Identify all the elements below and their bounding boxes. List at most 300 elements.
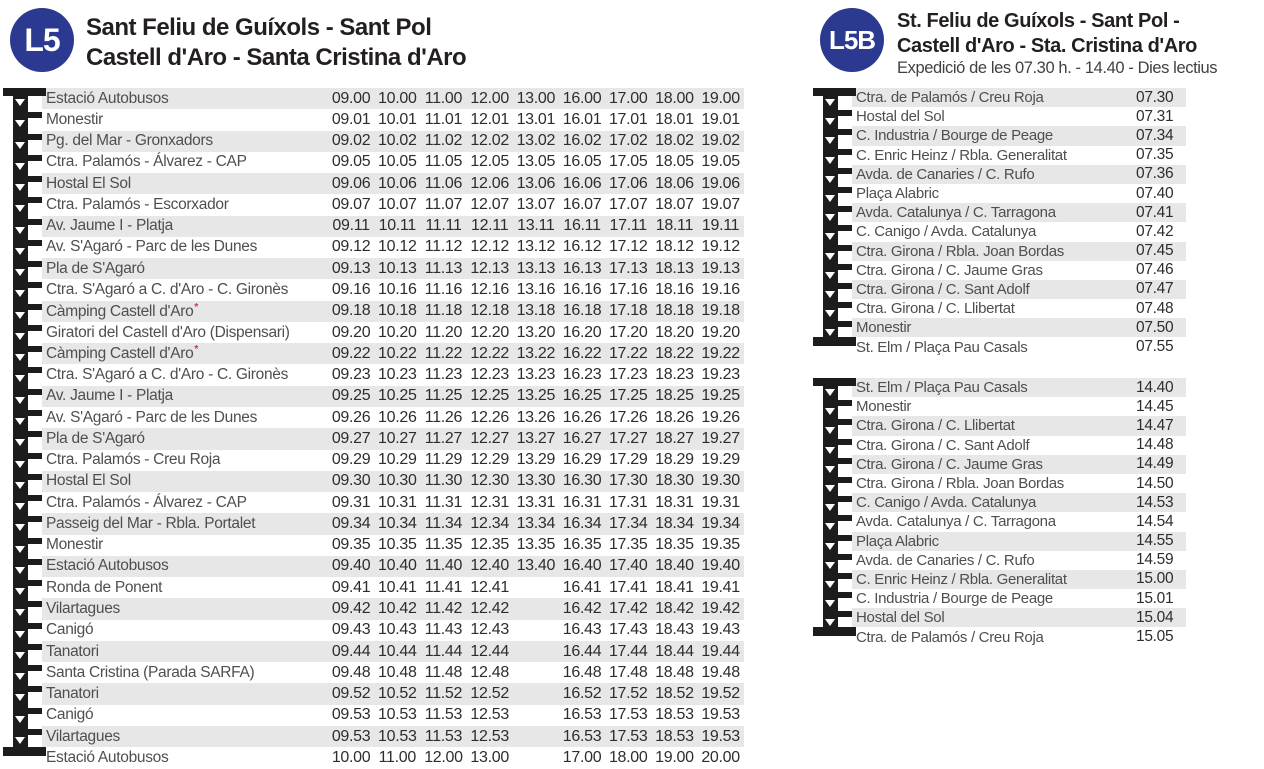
l5b-route-title-line1: St. Feliu de Guíxols - Sant Pol -: [897, 10, 1180, 32]
time-cell: 19.13: [701, 259, 740, 277]
time-cell: 18.22: [655, 344, 694, 362]
time-cell: 16.25: [562, 387, 602, 405]
route-stop-tick: [13, 601, 42, 607]
route-line-marker: [818, 378, 852, 397]
time-cell: 12.41: [470, 578, 509, 596]
timetable-row-body: [42, 109, 744, 130]
time-cell: 13.05: [516, 153, 556, 171]
timetable-row: [8, 513, 744, 534]
l5b-trip2-timetable: [818, 378, 1186, 647]
timetable-row: [8, 683, 744, 704]
time-cell: 09.20: [331, 323, 371, 341]
stop-name: St. Elm / Plaça Pau Casals: [856, 379, 1028, 397]
route-stop-tick: [13, 453, 42, 459]
time-cell: 16.01: [562, 110, 602, 128]
time-cell: 17.05: [608, 153, 648, 171]
timetable-row-body: [852, 280, 1186, 299]
timetable-row-body: [852, 299, 1186, 318]
route-line-marker: [8, 258, 42, 279]
route-stop-tick: [13, 538, 42, 544]
route-line-marker: [8, 513, 42, 534]
time-cell: 20.00: [701, 748, 740, 766]
stop-name: Hostal del Sol: [856, 108, 945, 126]
timetable-row-body: [42, 131, 744, 152]
time-cell: 12.42: [470, 600, 509, 617]
time-cell: 16.20: [562, 323, 602, 341]
timetable-row-body: [852, 261, 1186, 280]
time-cell: 17.25: [608, 387, 648, 405]
time-cell: 13.27: [516, 429, 556, 447]
time-cell: 16.11: [563, 217, 601, 235]
route-stop-tick: [823, 110, 852, 116]
route-stop-tick: [13, 495, 42, 501]
time-cell: 13.26: [516, 408, 556, 426]
time-cell: 11.20: [424, 323, 463, 341]
time-cell: 10.07: [378, 195, 417, 213]
route-line-marker: [8, 577, 42, 598]
time-cell: 17.44: [608, 642, 648, 660]
timetable-row: [8, 109, 744, 130]
time-cell: 18.53: [655, 727, 694, 745]
timetable-row-body: [42, 279, 744, 300]
stop-name: Hostal del Sol: [856, 609, 945, 627]
time-cell: 16.35: [562, 536, 602, 554]
footnote-asterisk: *: [194, 301, 199, 313]
route-line-marker: [818, 397, 852, 416]
timetable-row: [818, 107, 1186, 126]
timetable-row: [818, 280, 1186, 299]
route-direction-arrow-icon: [15, 184, 25, 191]
time-cell: 17.26: [608, 408, 648, 426]
timetable-row-body: [42, 726, 744, 747]
time-cell: 17.18: [608, 302, 648, 320]
timetable-row-body: [42, 343, 744, 364]
timetable-row-body: [852, 88, 1186, 107]
time-cell: 15.01: [1136, 589, 1174, 607]
route-stop-tick: [823, 129, 852, 135]
stop-name: Càmping Castell d'Aro*: [46, 301, 199, 320]
time-cell: 12.06: [470, 174, 509, 192]
stop-name: Avda. Catalunya / C. Tarragona: [856, 513, 1056, 531]
time-cell: 10.02: [378, 132, 417, 150]
time-cell: 18.02: [655, 132, 694, 150]
route-line-marker: [818, 512, 852, 531]
timetable-row-body: [42, 301, 744, 322]
route-direction-arrow-icon: [825, 408, 835, 415]
time-cell: 18.41: [655, 578, 694, 596]
route-stop-tick: [13, 219, 42, 225]
route-stop-tick: [13, 708, 42, 714]
route-stop-tick: [823, 439, 852, 445]
time-cell: 16.27: [562, 429, 602, 447]
route-line-marker: [818, 436, 852, 455]
time-cell: 10.34: [378, 514, 417, 532]
time-cell: 16.07: [562, 195, 602, 213]
time-cell: 13.01: [516, 110, 556, 128]
time-cell: 10.29: [378, 451, 417, 469]
route-line-marker: [818, 222, 852, 241]
stop-name: Avda. de Canaries / C. Rufo: [856, 551, 1035, 569]
route-stop-tick: [13, 474, 42, 480]
route-direction-arrow-icon: [825, 447, 835, 454]
time-cell: 18.31: [655, 493, 694, 511]
time-cell: 17.52: [608, 685, 648, 703]
time-cell: 09.07: [331, 195, 371, 213]
time-cell: 19.35: [701, 536, 740, 554]
route-stop-tick: [13, 580, 42, 586]
time-cell: 18.00: [655, 89, 694, 107]
time-cell: 13.25: [516, 387, 556, 405]
time-cell: 12.26: [470, 408, 509, 426]
time-cell: 10.00: [378, 89, 417, 107]
time-cell: 18.23: [655, 366, 694, 384]
time-cell: 09.40: [331, 557, 371, 575]
time-cell: 07.41: [1136, 203, 1174, 221]
time-cell: 19.11: [701, 217, 740, 235]
time-cell: 09.22: [331, 344, 371, 362]
route-direction-arrow-icon: [15, 248, 25, 255]
l5b-trip1-timetable: [818, 88, 1186, 357]
time-cell: 10.22: [378, 344, 417, 362]
route-stop-tick: [823, 149, 852, 155]
time-cell: 11.52: [424, 685, 463, 703]
timetable-row: [818, 88, 1186, 107]
stop-name: Estació Autobusos: [46, 89, 169, 107]
time-cell: 09.13: [331, 259, 371, 277]
time-cell: 09.18: [331, 302, 371, 320]
timetable-row-body: [42, 428, 744, 449]
route-stop-tick: [13, 240, 42, 246]
time-cell: 09.25: [331, 387, 371, 405]
stop-name: C. Enric Heinz / Rbla. Generalitat: [856, 146, 1067, 164]
time-cell: 12.12: [470, 238, 509, 256]
route-line-marker: [818, 589, 852, 608]
time-cell: 07.34: [1136, 126, 1174, 144]
l5b-line-badge: [820, 8, 884, 72]
route-stop-tick: [13, 304, 42, 310]
route-stop-tick: [13, 197, 42, 203]
time-cell: 11.22: [424, 344, 463, 362]
time-cell: 18.00: [608, 748, 648, 766]
route-line-marker: [8, 662, 42, 683]
timetable-row: [818, 397, 1186, 416]
route-line-marker: [8, 322, 42, 343]
timetable-row: [8, 88, 744, 109]
time-cell: 12.30: [470, 472, 509, 490]
timetable-row-body: [852, 337, 1186, 356]
time-cell: 16.22: [562, 344, 602, 362]
time-cell: 19.02: [701, 132, 740, 150]
time-cell: 18.25: [655, 387, 694, 405]
time-cell: 12.29: [470, 451, 509, 469]
route-line-marker: [818, 203, 852, 222]
time-cell: 14.48: [1136, 436, 1174, 454]
time-cell: 12.27: [470, 429, 509, 447]
time-cell: 17.12: [608, 238, 648, 256]
time-cell: 09.29: [331, 451, 371, 469]
timetable-row-body: [852, 627, 1186, 646]
time-cell: 10.43: [378, 621, 417, 639]
route-direction-arrow-icon: [15, 227, 25, 234]
time-cell: 12.05: [470, 153, 509, 171]
time-cell: 19.34: [701, 514, 740, 532]
time-cell: 09.12: [331, 238, 371, 256]
timetable-row-body: [852, 608, 1186, 627]
time-cell: 09.48: [331, 663, 371, 681]
time-cell: 17.53: [608, 706, 648, 724]
time-cell: 16.42: [562, 600, 602, 617]
time-cell: 12.34: [470, 514, 509, 532]
route-direction-arrow-icon: [15, 673, 25, 680]
stop-name: Av. S'Agaró - Parc de les Dunes: [46, 408, 258, 426]
time-cell: 18.12: [655, 238, 694, 256]
route-direction-arrow-icon: [825, 523, 835, 530]
timetable-row: [8, 535, 744, 556]
time-cell: 10.01: [378, 110, 417, 128]
stop-name: Av. Jaume I - Platja: [46, 387, 173, 405]
route-direction-arrow-icon: [15, 269, 25, 276]
route-line-marker: [8, 598, 42, 619]
route-stop-tick: [13, 431, 42, 437]
time-cell: 10.42: [378, 600, 417, 617]
l5b-service-note: Expedició de les 07.30 h. - 14.40 - Dies lectius: [897, 59, 1218, 77]
time-cell: 12.11: [470, 217, 509, 235]
time-cell: 17.48: [608, 663, 648, 681]
route-stop-tick: [13, 282, 42, 288]
timetable-row-body: [42, 683, 744, 704]
time-cell: 10.00: [331, 748, 371, 766]
time-cell: 18.53: [655, 706, 694, 724]
time-cell: 13.18: [516, 302, 556, 320]
timetable-row-body: [42, 364, 744, 385]
time-cell: 19.30: [701, 472, 740, 490]
time-cell: 16.43: [562, 621, 602, 639]
timetable-row-body: [852, 512, 1186, 531]
route-stop-tick: [13, 410, 42, 416]
route-stop-tick: [13, 559, 42, 565]
route-line-marker: [818, 299, 852, 318]
time-cell: 16.40: [562, 557, 602, 575]
time-cell: 12.53: [470, 727, 509, 745]
time-cell: 12.35: [470, 536, 509, 554]
timetable-row-body: [852, 493, 1186, 512]
route-direction-arrow-icon: [825, 272, 835, 279]
route-line-marker: [8, 88, 42, 109]
time-cell: 18.43: [655, 621, 694, 639]
timetable-row: [818, 493, 1186, 512]
timetable-row: [8, 492, 744, 513]
stop-name: Santa Cristina (Parada SARFA): [46, 663, 255, 681]
stop-name: Av. Jaume I - Platja: [46, 217, 173, 235]
timetable-row-body: [852, 318, 1186, 337]
time-cell: 19.44: [701, 642, 740, 660]
time-cell: 16.44: [562, 642, 602, 660]
route-stop-tick: [823, 400, 852, 406]
stop-name: Estació Autobusos: [46, 557, 169, 575]
time-cell: 16.23: [562, 366, 602, 384]
time-cell: 12.16: [470, 281, 509, 299]
route-line-marker: [8, 683, 42, 704]
time-cell: 11.13: [424, 259, 463, 277]
time-cell: 16.52: [562, 685, 602, 703]
stop-name: Ctra. S'Agaró a C. d'Aro - C. Gironès: [46, 281, 289, 299]
timetable-row-body: [852, 551, 1186, 570]
timetable-row-body: [852, 532, 1186, 551]
timetable-row-body: [852, 107, 1186, 126]
l5-route-title-line1: Sant Feliu de Guíxols - Sant Pol: [86, 14, 432, 41]
stop-name: Ctra. Palamós - Álvarez - CAP: [46, 153, 247, 171]
time-cell: 10.35: [378, 536, 417, 554]
route-line-marker: [818, 608, 852, 627]
time-cell: 16.05: [562, 153, 602, 171]
timetable-row-body: [42, 577, 744, 598]
stop-name: Ctra. Palamós - Escorxador: [46, 195, 229, 213]
time-cell: 11.41: [424, 578, 463, 596]
time-cell: 16.48: [562, 663, 602, 681]
time-cell: 19.52: [701, 685, 740, 703]
route-stop-tick: [13, 516, 42, 522]
timetable-row: [8, 301, 744, 322]
timetable-row: [818, 337, 1186, 356]
route-stop-tick: [13, 389, 42, 395]
time-cell: 17.06: [608, 174, 648, 192]
timetable-row: [818, 146, 1186, 165]
time-cell: 12.31: [470, 493, 509, 511]
time-cell: 18.29: [655, 451, 694, 469]
time-cell: 09.41: [331, 578, 371, 596]
time-cell: 09.34: [331, 514, 371, 532]
stop-name: Tanatori: [46, 642, 99, 660]
route-direction-arrow-icon: [825, 389, 835, 396]
timetable-row: [8, 152, 744, 173]
time-cell: 19.53: [701, 727, 740, 745]
time-cell: 12.40: [470, 557, 509, 575]
time-cell: 13.07: [516, 195, 556, 213]
time-cell: 09.35: [331, 536, 371, 554]
route-direction-arrow-icon: [15, 354, 25, 361]
time-cell: 19.16: [701, 281, 740, 299]
stop-name: Ctra. de Palamós / Creu Roja: [856, 89, 1044, 107]
route-line-marker: [818, 627, 852, 646]
timetable-row-body: [42, 407, 744, 428]
timetable-row-body: [42, 705, 744, 726]
time-cell: 16.00: [562, 89, 602, 107]
stop-name: Càmping Castell d'Aro*: [46, 344, 199, 363]
time-cell: 10.30: [378, 472, 417, 490]
time-cell: 18.07: [655, 195, 694, 213]
time-cell: 16.18: [562, 302, 602, 320]
route-direction-arrow-icon: [15, 205, 25, 212]
route-direction-arrow-icon: [825, 562, 835, 569]
time-cell: 12.53: [470, 706, 509, 724]
time-cell: 12.00: [424, 748, 463, 766]
timetable-row: [818, 512, 1186, 531]
stop-name: C. Industria / Bourge de Peage: [856, 590, 1053, 608]
time-cell: 10.48: [378, 663, 417, 681]
time-cell: 11.44: [424, 642, 463, 660]
l5-timetable: [8, 88, 744, 769]
l5b-line-badge-label: L5B: [828, 24, 876, 55]
l5-route-title: [86, 13, 466, 73]
route-line-marker: [818, 570, 852, 589]
route-line-marker: [8, 556, 42, 577]
time-cell: 07.31: [1136, 107, 1174, 125]
time-cell: 17.29: [608, 451, 648, 469]
time-cell: 11.34: [424, 514, 463, 532]
stop-name: Plaça Alabric: [856, 185, 939, 203]
route-line-marker: [818, 280, 852, 299]
time-cell: 17.20: [608, 323, 648, 341]
time-cell: 19.26: [701, 408, 740, 426]
route-direction-arrow-icon: [15, 418, 25, 425]
route-stop-tick: [823, 515, 852, 521]
time-cell: 17.22: [608, 344, 648, 362]
time-cell: 11.11: [425, 217, 462, 235]
stop-name: Tanatori: [46, 685, 99, 703]
time-cell: 18.52: [655, 685, 694, 703]
route-line-marker: [8, 109, 42, 130]
time-cell: 10.05: [378, 153, 417, 171]
stop-name: Ctra. Girona / C. Jaume Gras: [856, 455, 1043, 473]
timetable-row-body: [852, 455, 1186, 474]
route-stop-tick: [823, 168, 852, 174]
time-cell: 18.20: [655, 323, 694, 341]
time-cell: 10.40: [378, 557, 417, 575]
stop-name: Ctra. S'Agaró a C. d'Aro - C. Gironès: [46, 366, 289, 384]
time-cell: 13.40: [516, 557, 556, 575]
route-direction-arrow-icon: [15, 631, 25, 638]
route-direction-arrow-icon: [15, 397, 25, 404]
time-cell: 09.27: [331, 429, 371, 447]
route-line-marker: [8, 131, 42, 152]
route-direction-arrow-icon: [15, 546, 25, 553]
route-line-marker: [8, 428, 42, 449]
time-cell: 15.04: [1136, 608, 1174, 626]
route-direction-arrow-icon: [15, 737, 25, 744]
route-stop-tick: [823, 225, 852, 231]
time-cell: 18.40: [655, 557, 694, 575]
time-cell: 19.53: [701, 706, 740, 724]
route-stop-tick: [13, 112, 42, 118]
time-cell: 17.34: [608, 514, 648, 532]
stop-name: St. Elm / Plaça Pau Casals: [856, 338, 1028, 356]
timetable-row-body: [852, 436, 1186, 455]
stop-name: Hostal El Sol: [46, 174, 131, 192]
timetable-row: [818, 608, 1186, 627]
l5b-route-title-line2: Castell d'Aro - Sta. Cristina d'Aro: [897, 35, 1198, 57]
time-cell: 19.43: [701, 621, 740, 639]
time-cell: 10.13: [378, 259, 417, 277]
time-cell: 07.42: [1136, 222, 1174, 240]
time-cell: 09.30: [331, 472, 371, 490]
time-cell: 11.12: [424, 238, 463, 256]
time-cell: 16.31: [562, 493, 602, 511]
time-cell: 11.23: [424, 366, 463, 384]
time-cell: 07.48: [1136, 299, 1174, 317]
route-stop-tick: [13, 686, 42, 692]
route-line-marker: [8, 173, 42, 194]
timetable-row: [818, 474, 1186, 493]
stop-name: Ctra. Girona / C. Llibertat: [856, 417, 1015, 435]
timetable-row-body: [42, 556, 744, 577]
route-direction-arrow-icon: [15, 503, 25, 510]
time-cell: 09.53: [331, 706, 371, 724]
time-cell: 13.00: [516, 89, 556, 107]
timetable-row: [818, 627, 1186, 646]
stop-name: Monestir: [46, 536, 104, 554]
route-line-marker: [8, 301, 42, 322]
time-cell: 18.13: [655, 259, 694, 277]
